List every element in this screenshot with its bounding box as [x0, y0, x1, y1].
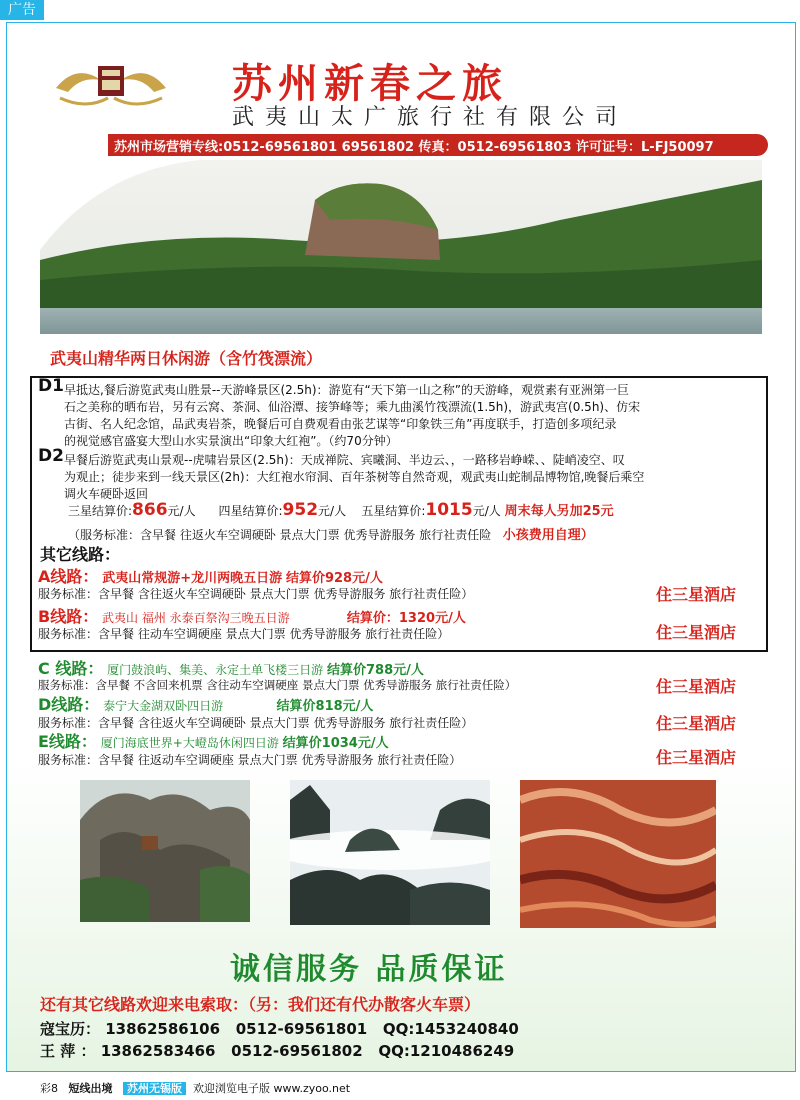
route-desc: 厦门鼓浪屿、集美、永定土单飞楼三日游: [107, 663, 324, 677]
contact-person: [40, 1040, 514, 1061]
price-row: [68, 500, 614, 520]
route-desc: 厦门海底世界+大嶝岛休闲四日游: [100, 736, 279, 750]
price-unit: 元/人: [167, 504, 196, 518]
route-c-service: 服务标准：含早餐 不含回来机票 含往动车空调硬座 景点大门票 优秀导游服务 旅行社责任险）: [38, 678, 517, 692]
child-note: 小孩费用自理）: [502, 528, 594, 543]
route-desc: 武夷山常规游+龙川两晚五日游: [102, 571, 283, 586]
route-e: [38, 729, 389, 752]
contact-mobile: 13862583466: [100, 1042, 216, 1060]
ad-tag: 广告: [0, 0, 44, 20]
four-star-label: 四星结算价:: [218, 504, 283, 518]
ad-title: 苏州新春之旅: [232, 61, 508, 107]
five-star-price: 1015: [425, 500, 473, 520]
route-e-service: 服务标准：含早餐 往返动车空调硬座 景点大门票 优秀导游服务 旅行社责任险）: [38, 753, 462, 767]
route-b: [38, 604, 466, 627]
misty-peaks-photo: [290, 780, 490, 925]
route-price: 结算价818元/人: [276, 699, 374, 714]
day2-description: [64, 452, 758, 503]
route-desc: 武夷山 福州 永泰百祭沟三晚五日游: [102, 611, 290, 625]
edition-badge: 苏州无锡版: [123, 1082, 186, 1095]
day1-description: [64, 382, 758, 450]
contact-info: 苏州市场营销专线:0512-69561801 69561802 传真：0512-69561803 许可证号：L-FJ50097: [114, 140, 714, 155]
route-name: E线路：: [38, 732, 97, 751]
day1-line: 石之美称的晒布岩，另有云窝、茶洞、仙浴潭、接笋峰等；乘九曲溪竹筏漂流(1.5h)，游武夷宫(0.5h)、仿宋: [64, 400, 641, 414]
route-b-service: 服务标准：含早餐 往动车空调硬座 景点大门票 优秀导游服务 旅行社责任险）: [38, 627, 450, 641]
company-logo: [46, 58, 176, 116]
route-name: A线路：: [38, 567, 99, 586]
mountain-photo: [80, 780, 250, 922]
route-name: B线路：: [38, 607, 99, 626]
main-trip-title: 武夷山精华两日休闲游（含竹筏漂流）: [50, 349, 323, 368]
slogan: 诚信服务 品质保证: [230, 952, 508, 987]
route-price: 结算价：1320元/人: [346, 611, 466, 626]
route-d-hotel: 住三星酒店: [656, 714, 737, 733]
route-d: [38, 692, 373, 715]
contact-qq: QQ:1210486249: [378, 1042, 515, 1060]
day2-line: 为观止；徒步来到一线天景区(2h)：大红袍水帘洞、百年茶树等自然奇观，观武夷山蛇制品博物馆,晚餐后乘空: [64, 470, 645, 484]
five-star-label: 五星结算价:: [361, 504, 426, 518]
price-unit: 元/人: [318, 504, 347, 518]
day1-line: 早抵达,餐后游览武夷山胜景--天游峰景区(2.5h)：游览有“天下第一山之称”的天游峰，观赏素有亚洲第一巨: [64, 383, 629, 397]
route-price: 结算价1034元/人: [282, 736, 389, 751]
four-star-price: 952: [282, 500, 319, 520]
route-d-service: 服务标准：含早餐 含往返火车空调硬卧 景点大门票 优秀导游服务 旅行社责任险）: [38, 716, 474, 730]
contact-person: [40, 1018, 519, 1039]
day1-label: D1: [38, 376, 64, 396]
route-desc: 泰宁大金湖双卧四日游: [103, 699, 224, 713]
contact-qq: QQ:1453240840: [382, 1020, 519, 1038]
day2-label: D2: [38, 446, 64, 466]
route-name: C 线路：: [38, 659, 104, 678]
red-rock-photo: [520, 780, 716, 928]
day1-line: 古街、名人纪念馆，品武夷岩茶，晚餐后可自费观看由张艺谋等“印象铁三角”再度联手，打造创多项纪录: [64, 417, 617, 431]
page-footer: [40, 1080, 350, 1096]
more-routes-note: 还有其它线路欢迎来电索取：（另：我们还有代办散客火车票）: [40, 995, 481, 1014]
three-star-price: 866: [132, 500, 168, 520]
website-note[interactable]: 欢迎浏览电子版 www.zyoo.net: [193, 1082, 351, 1095]
weekend-surcharge: 周末每人另加25元: [504, 504, 614, 519]
day2-line: 早餐后游览武夷山景观--虎啸岩景区(2.5h)：天成禅院、宾曦洞、半边云、，一路移岩峥嵘、、陡峭凌空、叹: [64, 453, 625, 467]
contact-name: 王 萍 ：: [40, 1042, 96, 1060]
contact-tel: 0512-69561801: [235, 1020, 368, 1038]
route-c-hotel: 住三星酒店: [656, 677, 737, 696]
route-a-service: 服务标准：含早餐 含往返火车空调硬卧 景点大门票 优秀导游服务 旅行社责任险）: [38, 587, 474, 601]
route-name: D线路：: [38, 695, 100, 714]
route-a: [38, 564, 383, 587]
route-price: 结算价928元/人: [285, 571, 383, 586]
scenic-photo: [40, 160, 762, 334]
service-standard: （服务标准：含早餐 往返火车空调硬卧 景点大门票 优秀导游服务 旅行社责任险: [68, 528, 492, 542]
section-name: 短线出境: [68, 1082, 113, 1095]
company-name: 武夷山太广旅行社有限公司: [232, 105, 629, 130]
contact-name: 寇宝历：: [40, 1020, 101, 1038]
route-a-hotel: 住三星酒店: [656, 585, 737, 604]
contact-mobile: 13862586106: [105, 1020, 221, 1038]
route-e-hotel: 住三星酒店: [656, 748, 737, 767]
other-routes-title: 其它线路：: [40, 545, 121, 564]
route-b-hotel: 住三星酒店: [656, 623, 737, 642]
day2-line: 调火车硬卧返回: [64, 487, 149, 501]
contact-tel: 0512-69561802: [231, 1042, 363, 1060]
page-number: 彩8: [40, 1082, 58, 1095]
price-unit: 元/人: [472, 504, 501, 518]
day1-line: 的视觉感官盛宴大型山水实景演出“印象大红袍”。（约70分钟）: [64, 434, 398, 448]
main-service: [68, 524, 594, 543]
three-star-label: 三星结算价:: [68, 504, 133, 518]
route-price: 结算价788元/人: [327, 663, 424, 678]
route-c: [38, 656, 424, 679]
